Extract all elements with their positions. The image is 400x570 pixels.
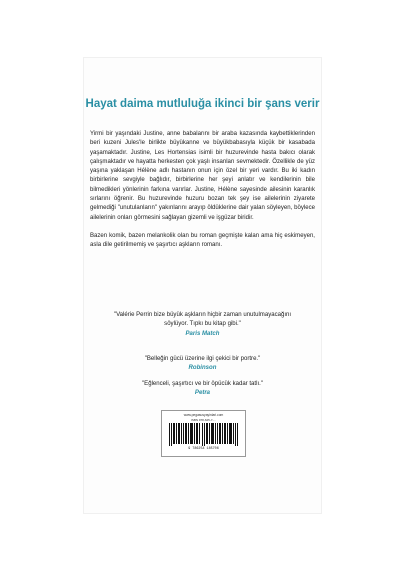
quote-text: "Valérie Perrin bize büyük aşkların hiçbir zaman unutulmayacağını — [113, 312, 292, 318]
synopsis-paragraph-1: Yirmi bir yaşındaki Justine, anne babalarını bir araba kazasında kaybettiklerinden beri kuzeni Jules'le birlikte büyükanne ve büyükbabasıyla küçük bir kasabada yaşamaktadır. Justine, Les Hortensias isimli bir huzurevinde hasta bakıcı olarak çalışmaktadır ve hayatta herkesten çok yaşlı insanları sevmektedir. Özellikle de yüz yaşına yaklaşan Hélène adlı hastanın onun için özel bir yeri vardır. Bu iki kadın birbirlerine sevgiyle bağlıdır, birbirlerine her şeyi anlatır ve kendilerinin bile bilmedikleri yönlerinin farkına varırlar. Justine, Hélène sayesinde ailesinin karanlık sırlarını öğrenir. Bu huzurevinde huzuru bozan tek şey ise ailelerinin ziyarete gelmediği "unutulanların" yakınlarını arayıp öldüklerine dair yalan söyleyen, böylece ailelerinin onları görmesini sağlayan gizemli ve işgüzar biridir. — [90, 131, 315, 221]
publisher-url: www.pegasusyayinlari.com — [183, 413, 224, 417]
quote-source: Paris Match — [185, 330, 220, 337]
quote-text: "Eğlenceli, şaşırtıcı ve bir öpücük kadar tatlı." — [142, 381, 263, 387]
headline: Hayat daima mutluluğa ikinci bir şans verir — [85, 98, 320, 110]
book-back-cover — [84, 58, 321, 513]
barcode-icon — [169, 423, 238, 446]
quote-robinson — [84, 355, 321, 374]
barcode-digits: 9 786254 185706 — [188, 447, 219, 451]
quote-petra — [84, 380, 321, 399]
quote-paris-match — [84, 311, 321, 339]
quote-text: söylüyor. Tıpkı bu kitap gibi." — [164, 321, 241, 328]
synopsis-paragraph-2: Bazen komik, bazen melankolik olan bu roman geçmişte kalan ama hiç eskimeyen, asla dile getirilmemiş ve şaşırtıcı aşkların romanı. — [90, 232, 315, 249]
quote-source: Petra — [194, 390, 211, 397]
isbn-label: ISBN 978-625-7-... — [190, 418, 216, 422]
barcode-box — [161, 410, 246, 457]
synopsis — [90, 130, 315, 260]
quote-source: Robinson — [188, 365, 217, 372]
quote-text: "Belleğin gücü üzerine ilgi çekici bir portre." — [144, 356, 261, 362]
